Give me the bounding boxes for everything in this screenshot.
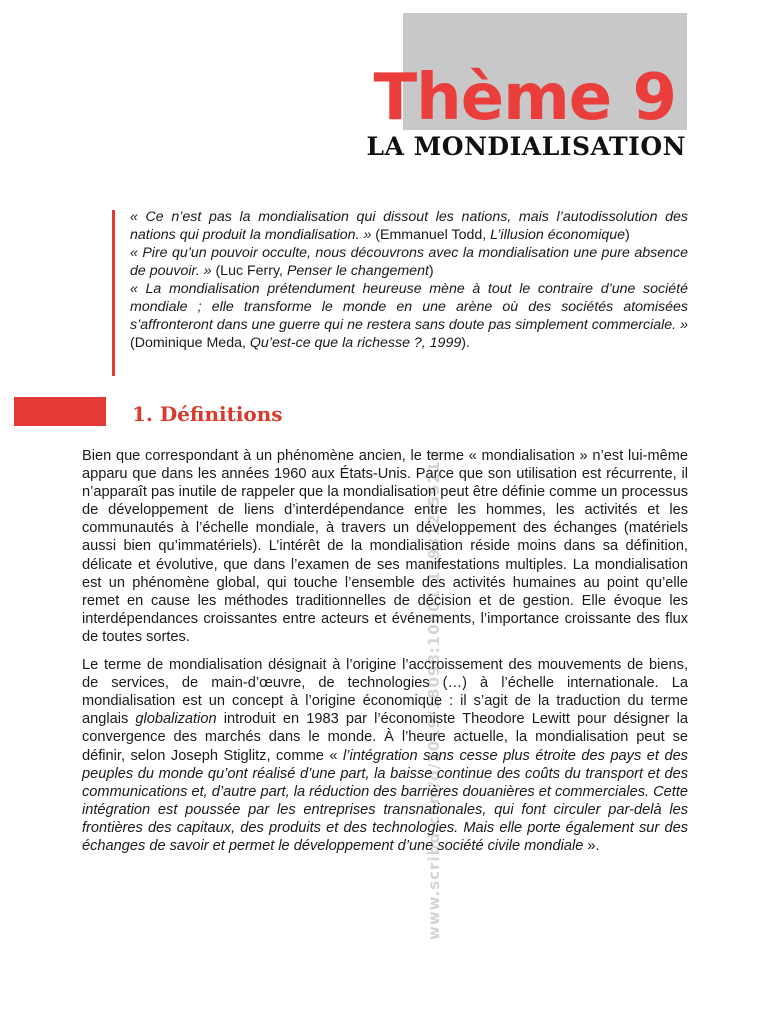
paragraph-2-text: ». <box>583 837 600 854</box>
quote-text: « Pire qu’un pouvoir occulte, nous découvrons avec la mondialisation une pure absence de pouvoir. » <box>130 245 688 279</box>
quote-source-title: Penser le changement <box>286 263 429 279</box>
watermark-text: www.scribd.com/d/2019/18098:10001:159312:55212 <box>425 449 443 940</box>
quote-attribution-end: ) <box>625 227 630 243</box>
section-heading: 1. Définitions <box>132 402 283 426</box>
body-text <box>82 447 688 865</box>
quote-attribution: (Luc Ferry, <box>211 263 287 279</box>
quote-source-title: L’illusion économique <box>490 227 626 243</box>
quote-attribution-end: ). <box>461 335 470 351</box>
quote-attribution-end: ) <box>428 263 434 279</box>
paragraph-2-text: introduit en 1983 par l’économiste Theodore Lewitt pour désigner la convergence des marchés dans le monde. À l’heure actuelle, la mondialisation peut se définir, selon Joseph Stiglitz, comme « <box>82 711 688 764</box>
quote-accent-bar <box>112 210 115 376</box>
quote-meda <box>130 280 688 352</box>
paragraph-1: Bien que correspondant à un phénomène ancien, le terme « mondialisation » n’est lui-même apparu que dans les années 1960 aux États-Unis. Parce que son utilisation est récurrente, il n’apparaît pas inutile de rappeler que la mondialisation peut être définie comme un processus de développement de liens d’interdépendance entre les hommes, les activités et les communautés à l’échelle mondiale, à travers un développement des échanges (matériels aussi bien qu’immatériels). L’intérêt de la mondialisation réside moins dans sa définition, délicate et évolutive, que dans l’examen de ses manifestations multiples. La mondialisation est un phénomène global, qui touche l’ensemble des activités humaines au point qu’elle remet en cause les méthodes traditionnelles de décision et de gestion. Elle évoque les interdépendances croissantes entre acteurs et événements, l’importance croissante des flux de toutes sortes. <box>82 448 688 645</box>
italic-term: globalization <box>135 711 217 728</box>
quote-source-title: Qu’est-ce que la richesse ?, 1999 <box>249 335 462 351</box>
quote-todd <box>130 208 688 244</box>
quote-text: « La mondialisation prétendument heureuse mène à tout le contraire d’une société mondiale ; elle transforme le monde en une arène où des sociétés atomisées s’affronteront dans une guerre qui ne restera sans doute pas simplement commerciale. » <box>130 281 688 333</box>
chapter-subtitle: LA MONDIALISATION <box>366 132 686 161</box>
stiglitz-quote: l’intégration sans cesse plus étroite des pays et des peuples du monde qu’ont réalisé d’une part, la baisse continue des coûts du transport et des communications et, d’autre part, la réduction des barrières douanières et commerciales. Cette intégration est poussée par les entreprises transnationales, qui font circuler par-delà les frontières des capitaux, des produits et des technologies. Mais elle porte également sur des échanges de savoir et permet le développement d’une société civile mondiale <box>82 747 688 854</box>
section-marker-tab <box>14 397 106 426</box>
epigraph-quotes <box>130 208 688 352</box>
quote-ferry <box>130 244 688 280</box>
quote-text: « Ce n’est pas la mondialisation qui dissout les nations, mais l’autodissolution des nations qui produit la mondialisation. » <box>130 209 688 243</box>
vertical-watermark <box>425 160 441 940</box>
quote-attribution: (Dominique Meda, <box>130 335 250 351</box>
quote-attribution: (Emmanuel Todd, <box>371 227 491 243</box>
theme-title: Thème 9 <box>373 61 676 135</box>
paragraph-2 <box>82 656 688 855</box>
paragraph-2-text: Le terme de mondialisation désignait à l’origine l’accroissement des mouvements de biens, de services, de main-d’œuvre, de technologies (…) à l’échelle internationale. La mondialisation est un concept à l’origine économique : il s’agit de la traduction du terme anglais <box>82 657 688 728</box>
